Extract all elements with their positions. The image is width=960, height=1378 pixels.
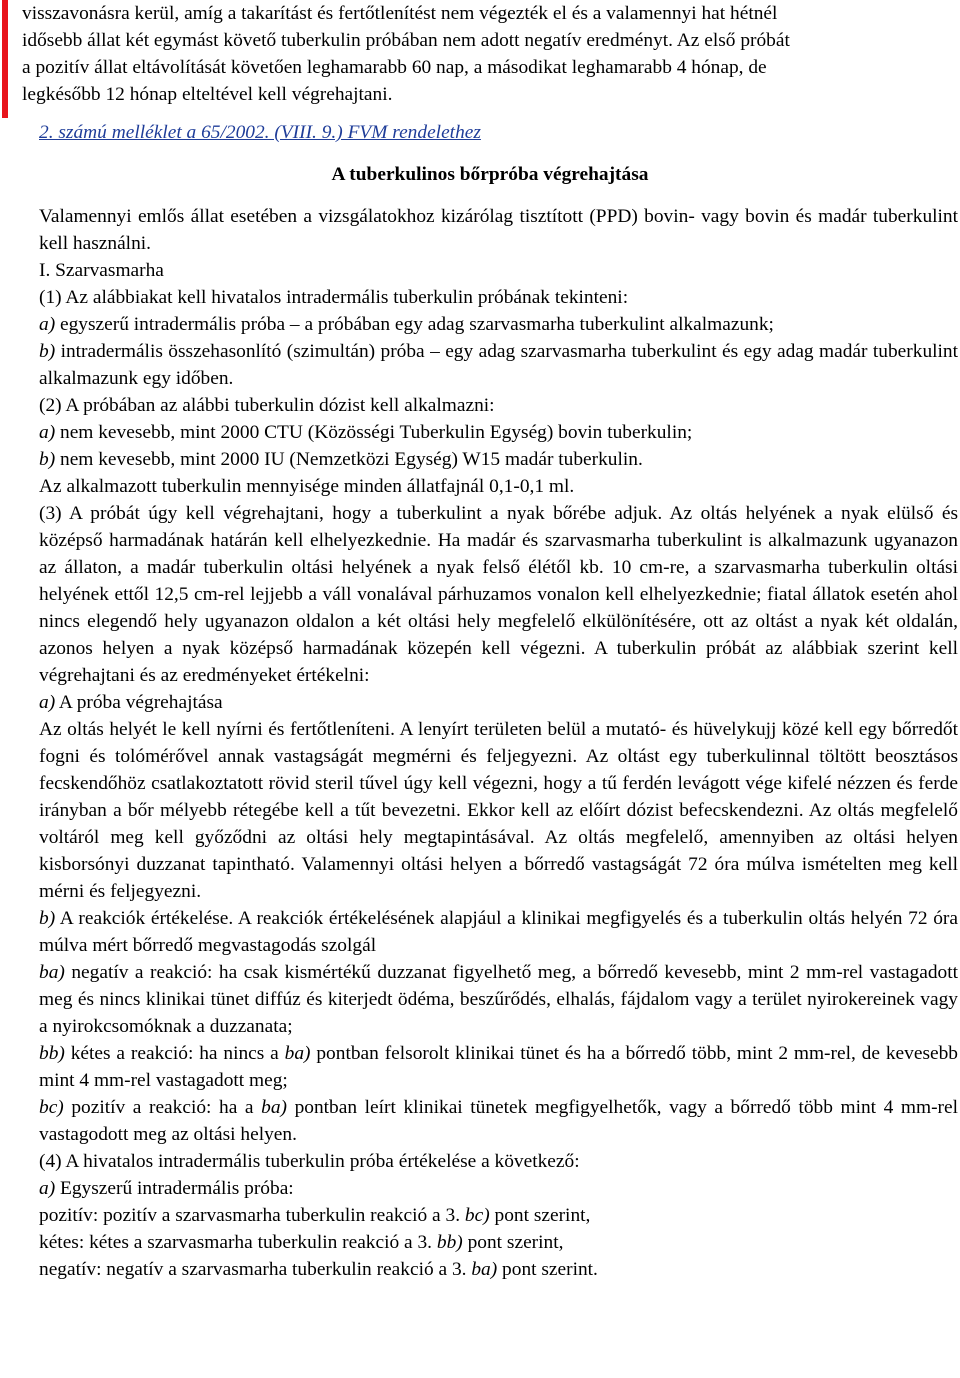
result-negative: negatív: negatív a szarvasmarha tuberkulin reakció a 3. ba) pont szerint. [39, 1259, 598, 1280]
intro-line-4: legkésőbb 12 hónap elteltével kell végrehajtani. [22, 84, 393, 105]
annex-heading-link[interactable]: 2. számú melléklet a 65/2002. (VIII. 9.) FVM rendelethez [39, 122, 481, 143]
item-reference: bb) [436, 1232, 463, 1253]
paragraph-3-b: b) A reakciók értékelése. A reakciók értékelésének alapjául a klinikai megfigyelés és a tuberkulin oltás helyén 72 óra múlva mért bőrredő megvastagodás szolgál [39, 908, 958, 956]
paragraph-2-amount: Az alkalmazott tuberkulin mennyisége minden állatfajnál 0,1-0,1 ml. [39, 476, 575, 497]
item-reference: bc) [464, 1205, 490, 1226]
intro-line-1: visszavonásra kerül, amíg a takarítást és fertőtlenítést nem végezték el és a valamennyi hat hétnél [22, 3, 778, 24]
result-doubtful: kétes: kétes a szarvasmarha tuberkulin reakció a 3. bb) pont szerint, [39, 1232, 564, 1253]
intro-line-3: a pozitív állat eltávolítását követően leghamarabb 60 nap, a másodikat leghamarabb 4 hónap, de [22, 57, 767, 78]
paragraph-3-ba: ba) negatív a reakció: ha csak kismértékű duzzanat figyelhető meg, a bőrredő kevesebb, mint 2 mm-rel vastagadott meg és nincs klinikai tünet diffúz és kiterjedt ödéma, beszűrődés, elhalás, fájdalom vagy a terület nyirokereinek vagy a nyirokcsomóknak a duzzanata; [39, 962, 958, 1037]
paragraph-3-bb: bb) kétes a reakció: ha nincs a ba) pontban felsorolt klinikai tünet és ha a bőrredő több, mint 2 mm-rel, de kevesebb mint 4 mm-rel vastagadott meg; [39, 1043, 958, 1091]
paragraph-2: (2) A próbában az alábbi tuberkulin dózist kell alkalmazni: [39, 395, 495, 416]
item-label: b) [39, 908, 56, 929]
item-reference: ba) [261, 1097, 287, 1118]
paragraph-4-a: a) Egyszerű intradermális próba: [39, 1178, 294, 1199]
paragraph-3-a-text: Az oltás helyét le kell nyírni és fertőtleníteni. A lenyírt területen belül a mutató- és hüvelykujj közé kell egy bőrredőt fogni és tolómérővel annak vastagságát megmérni és feljegyezni. Az oltást egy tuberkulinnal töltött beosztásos fecskendőhöz csatlakoztatott rövid steril tűvel úgy kell végezni, hogy a tű ferdén levágott vége kifelé nézzen és ferde irányban a bőr mélyebb rétegébe kell a tűt bevezetni. Ekkor kell az előírt dózist befecskendezni. Az oltás megfelelő voltáról meg kell győződni az oltási hely megtapintásával. Az oltás megfelelő, amennyiben az oltási helyen kisborsónyi duzzanat tapintható. Valamennyi oltási helyen a bőrredő vastagságát 72 óra múlva ismételten meg kell mérni és feljegyezni. [39, 719, 958, 902]
item-label: a) [39, 692, 56, 713]
paragraph-1-a: a) egyszerű intradermális próba – a próbában egy adag szarvasmarha tuberkulint alkalmazunk; [39, 314, 774, 335]
change-marker-bar [2, 0, 8, 118]
paragraph-4: (4) A hivatalos intradermális tuberkulin próba értékelése a következő: [39, 1151, 580, 1172]
paragraph-3: (3) A próbát úgy kell végrehajtani, hogy a tuberkulint a nyak bőrébe adjuk. Az oltás helyének a nyak elülső és középső harmadának határán kell elhelyezkednie. Ha madár és szarvasmarha tuberkulint is alkalmazunk ugyanazon az állaton, a madár tuberkulin oltási helyének a nyak felső élétől kb. 10 cm-re, a szarvasmarha tuberkulin oltási helyének ettől 12,5 cm-rel lejjebb a váll vonalával párhuzamos vonalon kell elhelyezkednie; fiatal állatok esetén ahol nincs elegendő hely ugyanazon oldalon a két oltási hely megfelelő elkülönítésére, ott az oltást a nyak két oldalán, azonos helyen a nyak középső harmadának közepén kell végezni. A tuberkulin próbát az alábbiak szerint kell végrehajtani és az eredményeket értékelni: [39, 503, 958, 686]
paragraph-2-b: b) nem kevesebb, mint 2000 IU (Nemzetközi Egység) W15 madár tuberkulin. [39, 449, 643, 470]
item-reference: ba) [471, 1259, 498, 1280]
item-label: bc) [39, 1097, 64, 1118]
item-label: bb) [39, 1043, 65, 1064]
page-title: A tuberkulinos bőrpróba végrehajtása [331, 164, 649, 185]
paragraph-1-b: b) intradermális összehasonlító (szimultán) próba – egy adag szarvasmarha tuberkulint és egy adag madár tuberkulint alkalmazunk egy időben. [39, 341, 958, 389]
intro-line-2: idősebb állat két egymást követő tuberkulin próbában nem adott negatív eredményt. Az első próbát [22, 30, 790, 51]
item-reference: ba) [284, 1043, 311, 1064]
paragraph-3-bc: bc) pozitív a reakció: ha a ba) pontban leírt klinikai tünetek megfigyelhetők, vagy a bőrredő több mint 4 mm-rel vastagodott meg az oltási helyen. [39, 1097, 959, 1145]
item-label: ba) [39, 962, 65, 983]
paragraph-3-a-heading: a) A próba végrehajtása [39, 692, 223, 713]
item-label: a) [39, 422, 56, 443]
document-page [22, 0, 958, 1283]
paragraph-1: (1) Az alábbiakat kell hivatalos intradermális tuberkulin próbának tekinteni: [39, 287, 629, 308]
item-label: b) [39, 449, 56, 470]
general-paragraph: Valamennyi emlős állat esetében a vizsgálatokhoz kizárólag tisztított (PPD) bovin- vagy bovin és madár tuberkulint kell használni. [39, 206, 958, 254]
section-heading: I. Szarvasmarha [39, 260, 164, 281]
result-positive: pozitív: pozitív a szarvasmarha tuberkulin reakció a 3. bc) pont szerint, [39, 1205, 591, 1226]
item-label: a) [39, 314, 56, 335]
paragraph-2-a: a) nem kevesebb, mint 2000 CTU (Közösségi Tuberkulin Egység) bovin tuberkulin; [39, 422, 693, 443]
item-label: a) [39, 1178, 56, 1199]
item-label: b) [39, 341, 56, 362]
